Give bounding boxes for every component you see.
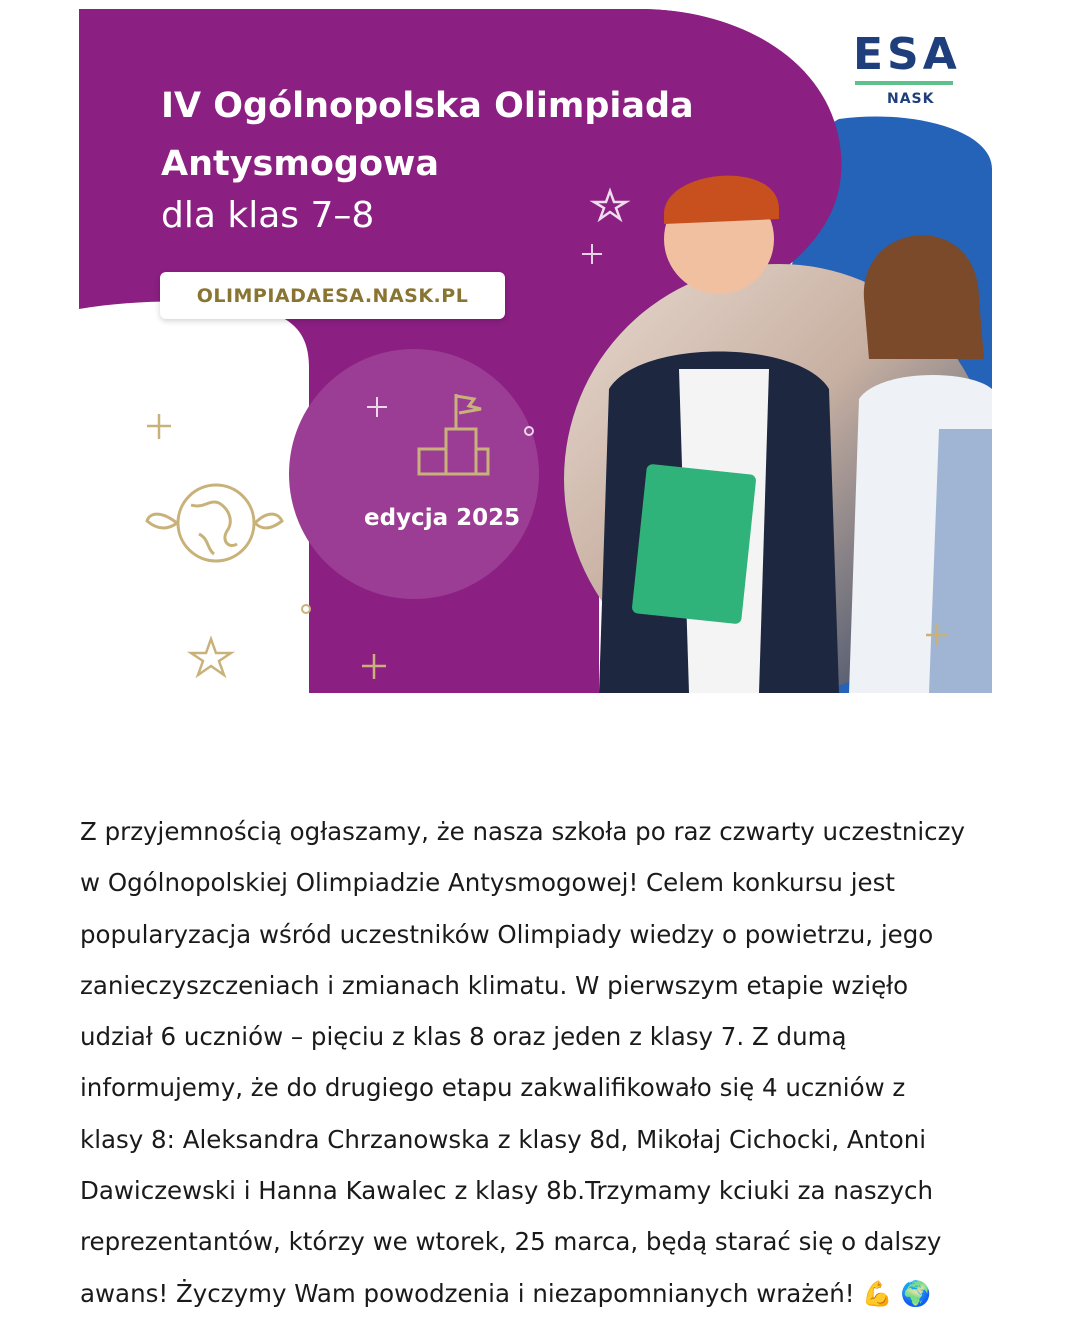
nask-logo: NASK (887, 91, 935, 107)
esa-logo-underline (855, 81, 953, 85)
olympiad-banner (79, 9, 992, 693)
student-girl (849, 235, 992, 693)
olympiad-url-badge[interactable]: OLIMPIADAESA.NASK.PL (160, 272, 505, 319)
announcement-text: Z przyjemnością ogłaszamy, że nasza szkoła po raz czwarty uczestniczy w Ogólnopolskiej Olimpiadzie Antysmogowej! Celem konkursu jest popularyzacja wśród uczestników Olimpiady wiedzy o powietrzu, jego zanieczyszczeniach i zmianach klimatu. W pierwszym etapie wzięło udział 6 uczniów – pięciu z klas 8 oraz jeden z klasy 7. Z dumą informujemy, że do drugiego etapu zakwalifikowało się 4 uczniów z klasy 8: Aleksandra Chrzanowska z klasy 8d, Mikołaj Cichocki, Antoni Dawiczewski i Hanna Kawalec z klasy 8b.Trzymamy kciuki za naszych reprezentantów, którzy we wtorek, 25 marca, będą starać się o dalszy awans! Życzymy Wam powodzenia i niezapomnianych wrażeń! 💪 🌍 (80, 817, 966, 1308)
banner-title-line2: Antysmogowa (161, 144, 439, 184)
edition-circle (289, 349, 539, 599)
banner-title-line1: IV Ogólnopolska Olimpiada (161, 86, 694, 126)
edition-label: edycja 2025 (364, 505, 521, 531)
banner-title (161, 77, 694, 193)
banner-subtitle: dla klas 7–8 (161, 195, 375, 236)
white-wave (79, 302, 309, 694)
esa-logo: ESA (853, 29, 961, 80)
